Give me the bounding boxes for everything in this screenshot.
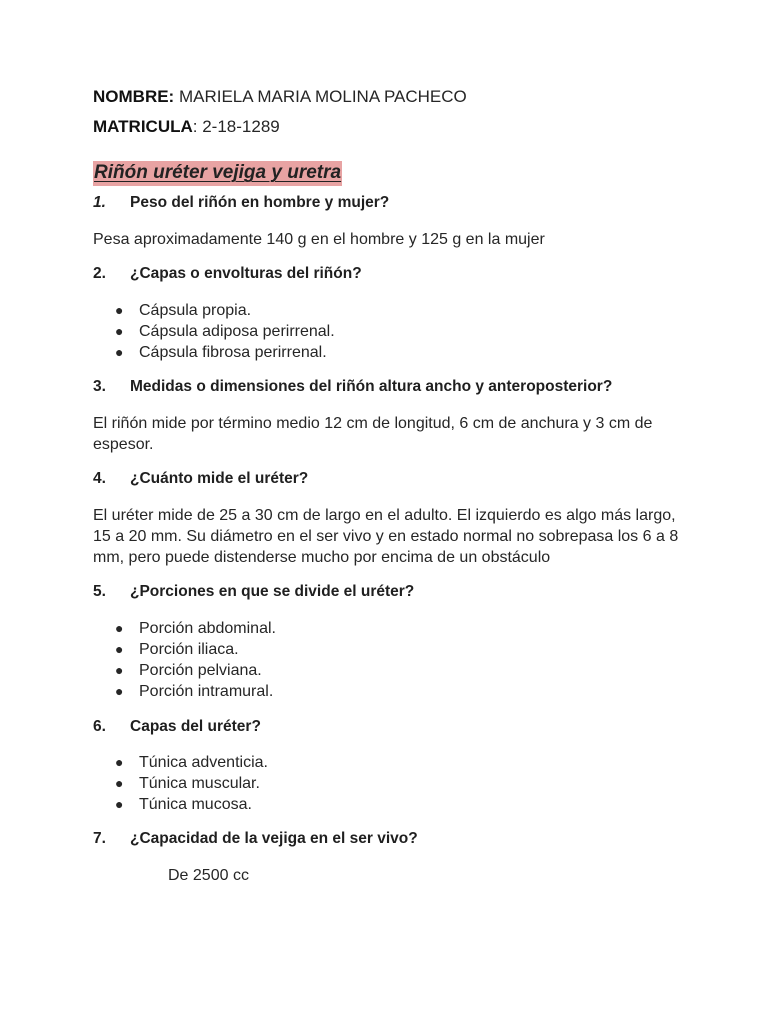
question-2 [93,265,362,283]
list-item: ● Túnica muscular. [115,775,260,792]
matricula-line [93,116,280,138]
nombre-value: MARIELA MARIA MOLINA PACHECO [174,87,467,106]
answer-3: El riñón mide por término medio 12 cm de longitud, 6 cm de anchura y 3 cm de espesor. [93,415,653,453]
question-text: ¿Capas o envolturas del riñón? [130,265,362,282]
question-7 [93,830,418,848]
bullet-icon: ● [115,775,124,791]
nombre-line [93,86,467,108]
question-number: 7. [93,830,106,847]
question-4 [93,470,308,488]
question-number: 4. [93,470,106,487]
list-item: ● Túnica adventicia. [115,754,268,771]
matricula-value: : 2-18-1289 [192,117,280,136]
list-item: ● Porción pelviana. [115,662,262,679]
bullet-icon: ● [115,620,124,636]
list-item: ● Cápsula adiposa perirrenal. [115,323,335,340]
answer-1: Pesa aproximadamente 140 g en el hombre y 125 g en la mujer [93,231,545,248]
bullet-icon: ● [115,754,124,770]
question-text: Capas del uréter? [130,718,261,735]
question-text: ¿Cuánto mide el uréter? [130,470,309,487]
list-item: ● Porción intramural. [115,683,274,700]
answer-4: El uréter mide de 25 a 30 cm de largo en el adulto. El izquierdo es algo más largo, 15 a 20 mm. Su diámetro en el ser vivo y en estado normal no sobrepasa los 6 a 8 mm, pero puede distenderse mucho por encima de un obstáculo [93,507,679,566]
bullet-icon: ● [115,302,124,318]
bullet-icon: ● [115,641,124,657]
bullet-icon: ● [115,344,124,360]
bullet-icon: ● [115,323,124,339]
list-item: ● Cápsula propia. [115,302,252,319]
bullet-icon: ● [115,662,124,678]
question-text: ¿Capacidad de la vejiga en el ser vivo? [130,830,418,847]
document-title: Riñón uréter vejiga y uretra [93,161,342,186]
question-text: Medidas o dimensiones del riñón altura ancho y anteroposterior? [130,378,613,395]
bullet-icon: ● [115,796,124,812]
list-item: ● Cápsula fibrosa perirrenal. [115,344,327,361]
question-number: 5. [93,583,106,600]
question-1 [93,194,389,212]
nombre-label: NOMBRE: [93,87,175,106]
question-number: 3. [93,378,106,395]
question-3 [93,378,612,396]
question-number: 1. [93,194,106,211]
list-item: ● Porción iliaca. [115,641,239,658]
question-6 [93,718,261,736]
question-number: 6. [93,718,106,735]
matricula-label: MATRICULA [93,117,193,136]
question-5 [93,583,414,601]
answer-7: De 2500 cc [168,867,249,884]
list-item: ● Porción abdominal. [115,620,276,637]
question-text: Peso del riñón en hombre y mujer? [130,194,390,211]
list-item: ● Túnica mucosa. [115,796,252,813]
question-text: ¿Porciones en que se divide el uréter? [130,583,415,600]
question-number: 2. [93,265,106,282]
bullet-icon: ● [115,683,124,699]
